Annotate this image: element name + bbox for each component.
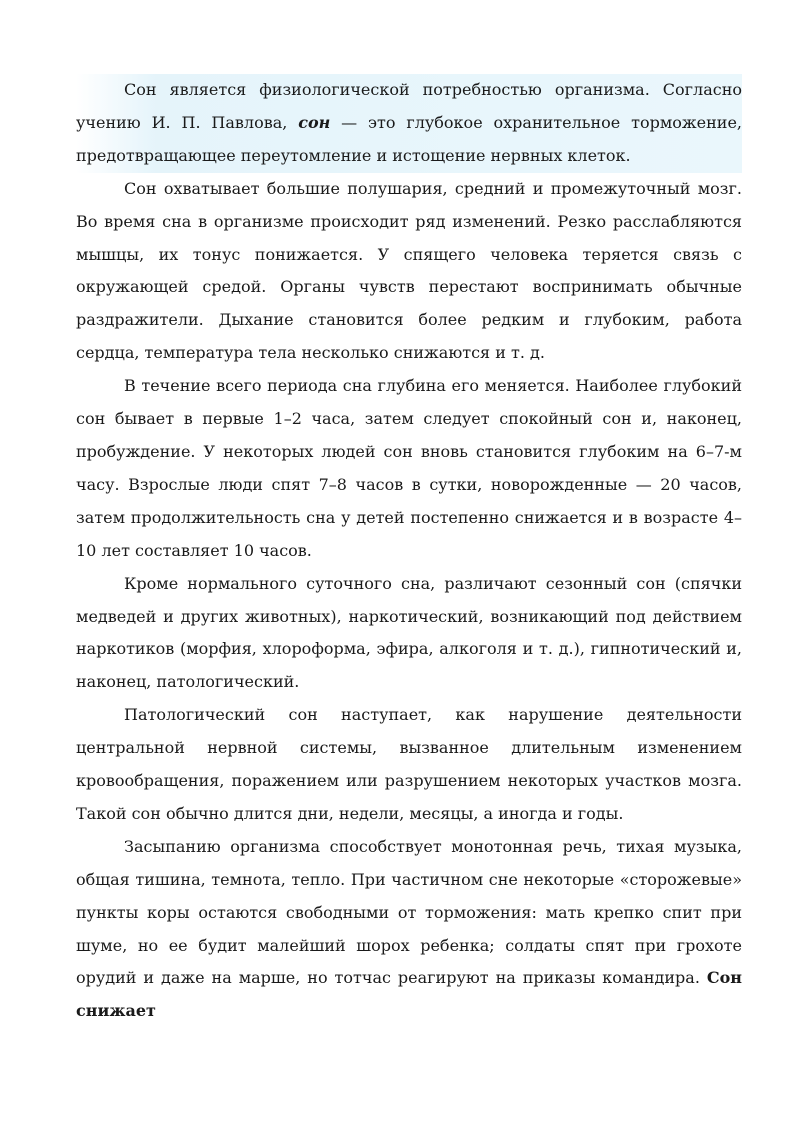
paragraph-5-text: Патологический сон наступает, как нарушение деятельности центральной нервной системы, вызванное длительным изменением кровообращения, поражением или разрушением некоторых участков мозга. Такой сон обычно длится дни, недели, месяцы, а иногда и годы. [76,705,742,823]
document-page [76,74,742,1028]
term-son-emphasis: сон [298,112,331,132]
paragraph-4-text: Кроме нормального суточного сна, различают сезонный сон (спячки медведей и других животных), наркотический, возникающий под действием наркотиков (морфия, хлороформа, эфира, алкоголя и т. д.), гипнотический и, наконец, патологический. [76,573,742,692]
bold-phrase-son-snizhaet: Сон снижает [76,968,742,1021]
paragraph-2-text: Сон охватывает большие полушария, средний и промежуточный мозг. Во время сна в организме происходит ряд изменений. Резко расслабляются мышцы, их тонус понижается. У спящего человека теряется связь с окружающей средой. Органы чувств перестают воспринимать обычные раздражители. Дыхание становится более редким и глубоким, работа сердца, температура тела несколько снижаются и т. д. [76,178,742,363]
paragraph-2 [76,173,742,370]
paragraph-1-text-a: Сон является физиологической потребностью организма. Согласно учению И. П. Павлова, [76,80,742,132]
paragraph-1-text-b: — это глубокое охранительное торможение, предотвращающее переутомление и истощение нервных клеток. [76,112,742,165]
paragraph-6-text: Засыпанию организма способствует монотонная речь, тихая музыка, общая тишина, темнота, тепло. При частичном сне некоторые «сторожевые» пункты коры остаются свободными от торможения: мать крепко спит при шуме, но ее будит малейший шорох ребенка; солдаты спят при грохоте орудий и даже на марше, но тотчас реагируют на приказы командира. [76,836,742,988]
paragraph-6 [76,831,742,1028]
paragraph-5 [76,699,742,831]
paragraph-1 [76,74,742,173]
paragraph-3 [76,370,742,567]
paragraph-4 [76,568,742,700]
paragraph-3-text: В течение всего периода сна глубина его меняется. Наиболее глубокий сон бывает в первые 1–2 часа, затем следует спокойный сон и, наконец, пробуждение. У некоторых людей сон вновь становится глубоким на 6–7-м часу. Взрослые люди спят 7–8 часов в сутки, новорожденные — 20 часов, затем продолжительность сна у детей постепенно снижается и в возрасте 4–10 лет составляет 10 часов. [76,376,742,560]
